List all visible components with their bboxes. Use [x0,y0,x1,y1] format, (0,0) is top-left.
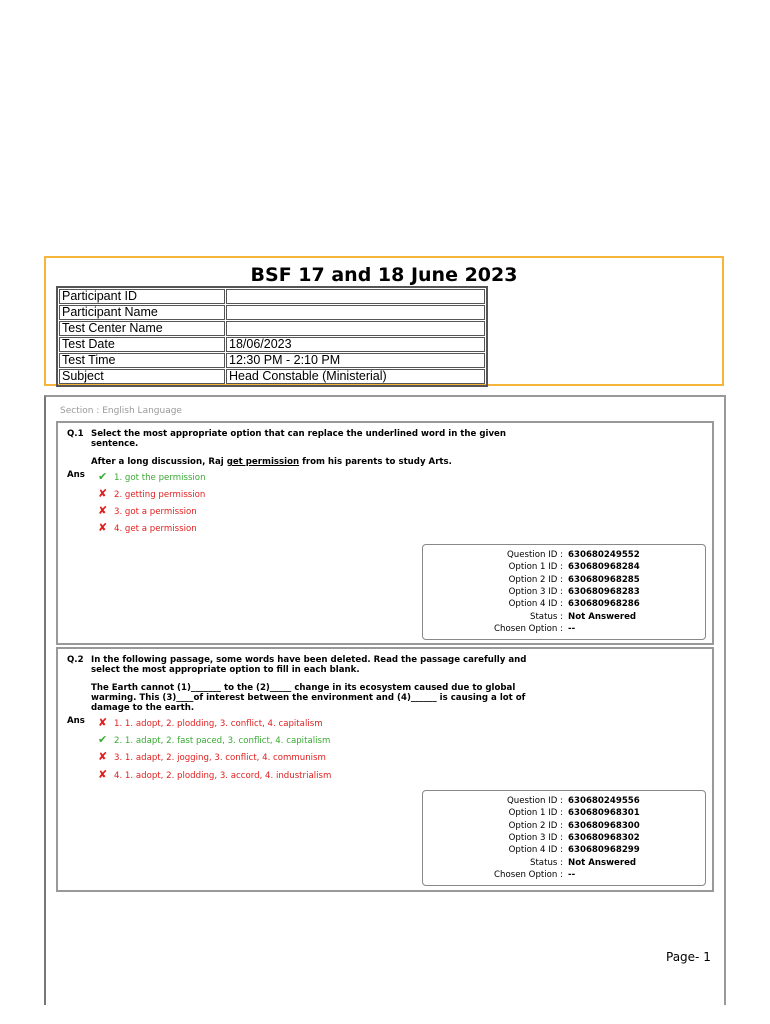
answer-label: Ans [67,716,85,726]
option-item [98,716,323,729]
option-item [98,768,331,781]
meta-label: Question ID : [507,550,563,560]
question-meta-box [422,544,706,640]
wrong-cross-icon: ✘ [98,716,108,729]
question-passage: The Earth cannot (1)_______ to the (2)_____ change in its ecosystem caused due to global warming. This (3)____of interest between the environment and (4)______ is causing a lot of damage to the earth. [91,683,526,713]
info-value [226,305,485,320]
correct-check-icon: ✔ [98,733,108,746]
meta-value: 630680968302 [568,833,640,843]
meta-value: 630680968284 [568,562,640,572]
option-text: 2. getting permission [114,490,206,500]
wrong-cross-icon: ✘ [98,521,108,534]
exam-header [44,256,724,386]
option-item [98,750,326,763]
wrong-cross-icon: ✘ [98,504,108,517]
exam-title: BSF 17 and 18 June 2023 [250,264,518,286]
meta-label: Option 3 ID : [508,587,563,597]
question-text: In the following passage, some words have been deleted. Read the passage carefully and select the most appropriate option to fill in each blank. [91,655,527,675]
meta-label: Option 1 ID : [508,808,563,818]
option-item [98,733,330,746]
info-label: Test Time [59,353,225,368]
option-item [98,504,197,517]
meta-value: 630680968300 [568,820,640,831]
option-text: 4. 1. adopt, 2. plodding, 3. accord, 4. industrialism [114,771,332,781]
info-value [226,321,485,336]
page-number: Page- 1 [666,950,711,964]
question-number: Q.1 [67,429,84,439]
section-label: Section : English Language [60,406,182,416]
meta-value: Not Answered [568,857,637,868]
info-label: Participant Name [59,305,225,320]
option-item [98,487,205,500]
meta-value: 630680249556 [568,796,640,806]
question-card [56,647,714,892]
option-text: 3. 1. adapt, 2. jogging, 3. conflict, 4. communism [114,753,326,763]
option-text: 4. get a permission [114,524,197,534]
info-row [59,353,485,368]
meta-label: Option 4 ID : [508,845,563,855]
option-item [98,470,206,483]
meta-value: Not Answered [568,611,637,622]
option-text: 1. 1. adopt, 2. plodding, 3. conflict, 4. capitalism [114,719,323,729]
info-value: Head Constable (Ministerial) [226,369,485,384]
info-label: Test Date [59,337,225,352]
meta-value: 630680968301 [568,808,640,818]
info-value: 18/06/2023 [226,337,485,352]
question-card [56,421,714,645]
underlined-phrase: get permission [226,457,300,467]
info-row [59,305,485,320]
info-row [59,369,485,384]
info-value: 12:30 PM - 2:10 PM [226,353,485,368]
meta-label: Option 2 ID : [508,574,563,585]
wrong-cross-icon: ✘ [98,750,108,763]
meta-label: Status : [529,857,563,868]
meta-label: Option 3 ID : [508,833,563,843]
correct-check-icon: ✔ [98,470,108,483]
sentence-before: After a long discussion, Raj [91,457,227,467]
option-text: 1. got the permission [114,473,206,483]
meta-label: Status : [529,611,563,622]
question-number: Q.2 [67,655,84,665]
meta-value: -- [568,870,576,880]
info-label: Participant ID [59,289,225,304]
answer-label: Ans [67,470,85,480]
option-text: 2. 1. adapt, 2. fast paced, 3. conflict, 4. capitalism [114,736,331,746]
meta-value: 630680249552 [568,550,640,560]
meta-label: Chosen Option : [494,870,563,880]
meta-value: 630680968283 [568,587,640,597]
option-item [98,521,197,534]
info-label: Subject [59,369,225,384]
meta-value: 630680968299 [568,845,640,855]
info-row [59,321,485,336]
wrong-cross-icon: ✘ [98,487,108,500]
info-label: Test Center Name [59,321,225,336]
info-row [59,337,485,352]
meta-value: -- [568,624,576,634]
meta-value: 630680968285 [568,574,640,585]
participant-info-table [56,286,488,387]
meta-label: Option 4 ID : [508,599,563,609]
question-text: Select the most appropriate option that can replace the underlined word in the given sentence. [91,429,506,449]
meta-label: Question ID : [507,796,563,806]
sentence-after: from his parents to study Arts. [299,457,452,467]
option-text: 3. got a permission [114,507,197,517]
meta-label: Chosen Option : [494,624,563,634]
wrong-cross-icon: ✘ [98,768,108,781]
question-meta-box [422,790,706,886]
meta-label: Option 2 ID : [508,820,563,831]
meta-value: 630680968286 [568,599,640,609]
meta-label: Option 1 ID : [508,562,563,572]
info-row [59,289,485,304]
info-value [226,289,485,304]
question-sentence [91,457,531,467]
